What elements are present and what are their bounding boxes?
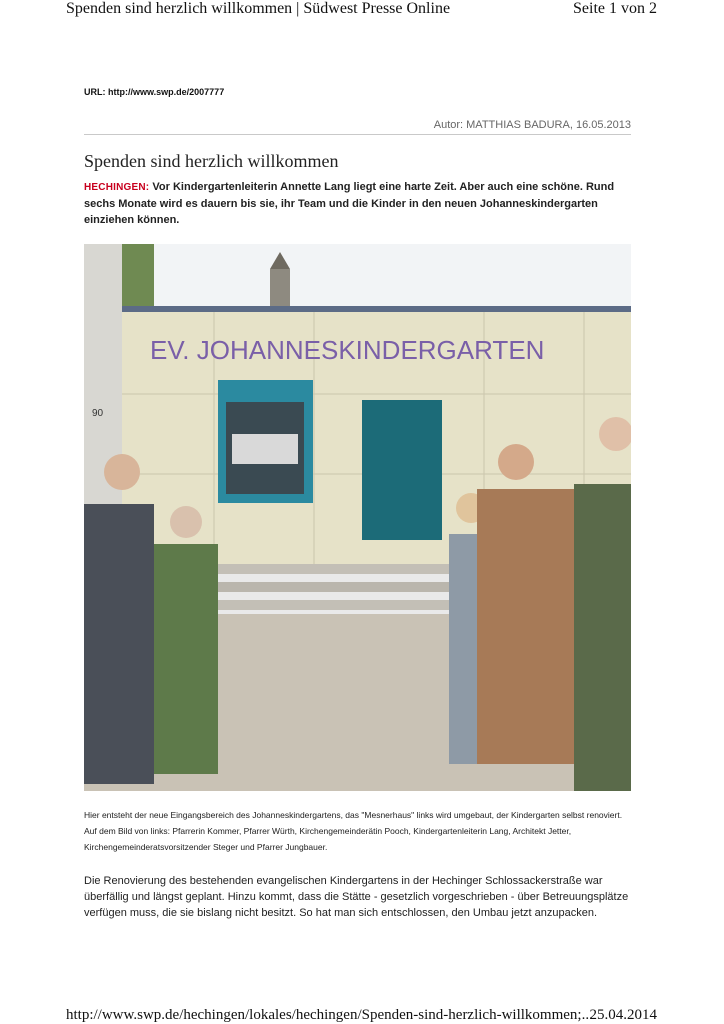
kindergarten-sign: EV. JOHANNESKINDERGARTEN — [150, 335, 545, 365]
dateline: HECHINGEN: — [84, 182, 150, 193]
lead-text: Vor Kindergartenleiterin Annette Lang liegt eine harte Zeit. Aber auch eine schöne. Rund sechs Monate wird es dauern bis sie, ihr Team und die Kinder in den neuen Johanneskindergarten einziehen können. — [84, 181, 615, 226]
house-number: 90 — [92, 408, 104, 419]
print-header-title: Spenden sind herzlich willkommen | Südwest Presse Online — [66, 0, 451, 17]
print-footer-url: http://www.swp.de/hechingen/lokales/hechingen/Spenden-sind-herzlich-willkommen;... — [66, 1007, 593, 1023]
article-title: Spenden sind herzlich willkommen — [84, 151, 339, 171]
print-footer-date: 25.04.2014 — [589, 1007, 657, 1023]
author-byline: Autor: MATTHIAS BADURA, 16.05.2013 — [433, 119, 631, 131]
photo-caption: Hier entsteht der neue Eingangsbereich des Johanneskindergartens, das "Mesnerhaus" links wird umgebaut, der Kindergarten selbst renoviert. Auf dem Bild von links: Pfarrerin Kommer, Pfarrer Würth, Kirchengemeinderätin Pooch, Kindergartenleiterin Lang, Architekt Jetter, Kirchengemeinderatsvorsitzender Steger und Pfarrer Jungbauer. — [84, 810, 623, 852]
article-lead — [84, 179, 624, 228]
byline-divider — [84, 134, 631, 135]
article-url[interactable]: URL: http://www.swp.de/2007777 — [84, 87, 225, 97]
article-body: Die Renovierung des bestehenden evangelischen Kindergartens in der Hechinger Schlossackerstraße war überfällig und längst geplant. Hinzu kommt, dass die Stätte - gesetzlich vorgeschrieben - über Betreuungsplätze verfügen muss, die sie bislang nicht besitzt. So hat man sich entschlossen, den Umbau jetzt anzupacken. — [84, 875, 629, 919]
print-header-page-number: Seite 1 von 2 — [573, 0, 657, 17]
article-photo — [84, 244, 631, 791]
